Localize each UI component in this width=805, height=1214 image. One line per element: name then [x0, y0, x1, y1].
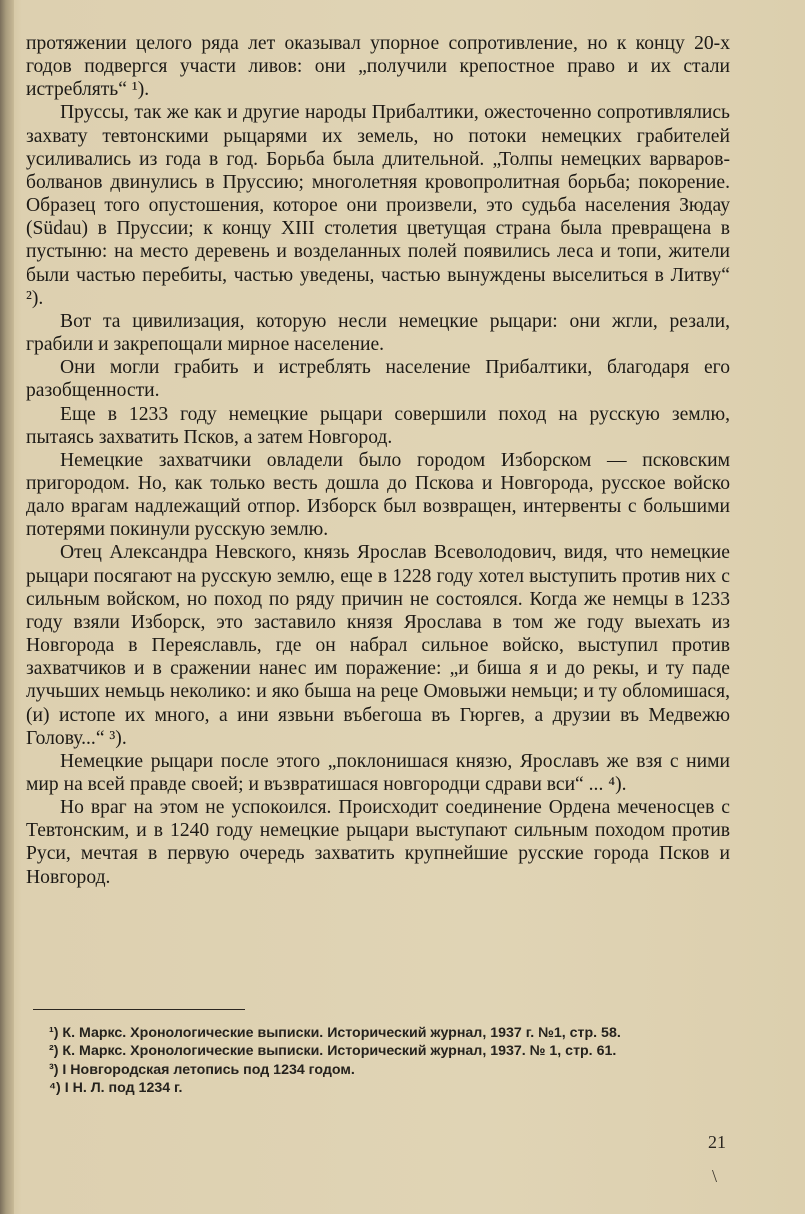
footnote — [33, 1079, 733, 1097]
footnote — [33, 1061, 733, 1079]
footnote-text: К. Маркс. Хронологические выписки. Исторический журнал, 1937 г. №1, стр. 58. — [62, 1025, 621, 1041]
corner-mark: \ — [712, 1166, 718, 1186]
footnote — [33, 1042, 733, 1060]
footnotes — [33, 1024, 733, 1097]
footnote-number: ⁴) — [49, 1079, 61, 1096]
footnote-text: I Н. Л. под 1234 г. — [64, 1079, 183, 1096]
paragraph: Пруссы, так же как и другие народы Прибалтики, ожесточенно сопротивлялись захвату тевтонскими рыцарями их земель, но потоки немецких грабителей усиливались из года в год. Борьба была длительной. „Толпы немецких варваров-болванов двинулись в Пруссию; многолетняя кровопролитная борьба; покорение. Образец того опустошения, которое они произвели, это судьба населения Зюдау (Südau) в Пруссии; к концу XIII столетия цветущая страна была превращена в пустыню: на место деревень и возделанных полей появились леса и топи, жители были частью перебиты, частью уведены, частью вынуждены выселиться в Литву“ ²). — [26, 102, 730, 309]
main-text — [26, 32, 730, 889]
footnote — [33, 1024, 733, 1042]
paragraph: Но враг на этом не успокоился. Происходит соединение Ордена меченосцев с Тевтонским, и в 1240 году немецкие рыцари выступают сильным походом против Руси, мечтая в первую очередь захватить крупнейшие русские города Псков и Новгород. — [26, 797, 730, 888]
paragraph: Еще в 1233 году немецкие рыцари совершили поход на русскую землю, пытаясь захватить Псков, а затем Новгород. — [26, 403, 730, 448]
footnote-number: ¹) — [49, 1025, 59, 1041]
footnote-text: I Новгородская летопись под 1234 годом. — [62, 1061, 355, 1078]
paragraph: Отец Александра Невского, князь Ярослав Всеволодович, видя, что немецкие рыцари посягают на русскую землю, еще в 1228 году хотел выступить против них с сильным войском, но поход по ряду причин не состоялся. Когда же немцы в 1233 году взяли Изборск, это заставило князя Ярослава в том же году выехать из Новгорода в Переяславль, где он набрал сильное войско, выступил против захватчиков и в сражении нанес им поражение: „и биша я и до рекы, и ту паде лучьших немьць неколико: и яко быша на реце Омовыжи немьци; и ту обломишася, (и) истопе их много, а ини язвьни въбегоша въ Гюргев, а друзии въ Медвежю Голову...“ ³). — [26, 542, 730, 749]
paragraph: протяжении целого ряда лет оказывал упорное сопротивление, но к концу 20-х годов подвергся участи ливов: они „получили крепостное право и их стали истреблять“ ¹). — [26, 33, 730, 101]
paragraph: Они могли грабить и истреблять население Прибалтики, благодаря его разобщенности. — [26, 357, 730, 402]
footnote-number: ³) — [49, 1061, 59, 1078]
paragraph: Немецкие рыцари после этого „поклонишася князю, Ярославъ же взя с ними мир на всей правде своей; и възвратишася новгородци сдрави вси“ ... ⁴). — [26, 750, 730, 795]
footnote-text: К. Маркс. Хронологические выписки. Исторический журнал, 1937. № 1, стр. 61. — [62, 1043, 617, 1060]
page-number: 21 — [708, 1132, 726, 1152]
paragraph: Вот та цивилизация, которую несли немецкие рыцари: они жгли, резали, грабили и закрепощали мирное население. — [26, 310, 730, 356]
footnote-divider — [33, 1009, 245, 1010]
page-spine-shadow — [0, 0, 14, 1214]
footnote-number: ²) — [49, 1043, 59, 1060]
paragraph: Немецкие захватчики овладели было городом Изборском — псковским пригородом. Но, как только весть дошла до Пскова и Новгорода, русское войско дало врагам надлежащий отпор. Изборск был возвращен, интервенты с большими потерями покинули русскую землю. — [26, 449, 730, 541]
